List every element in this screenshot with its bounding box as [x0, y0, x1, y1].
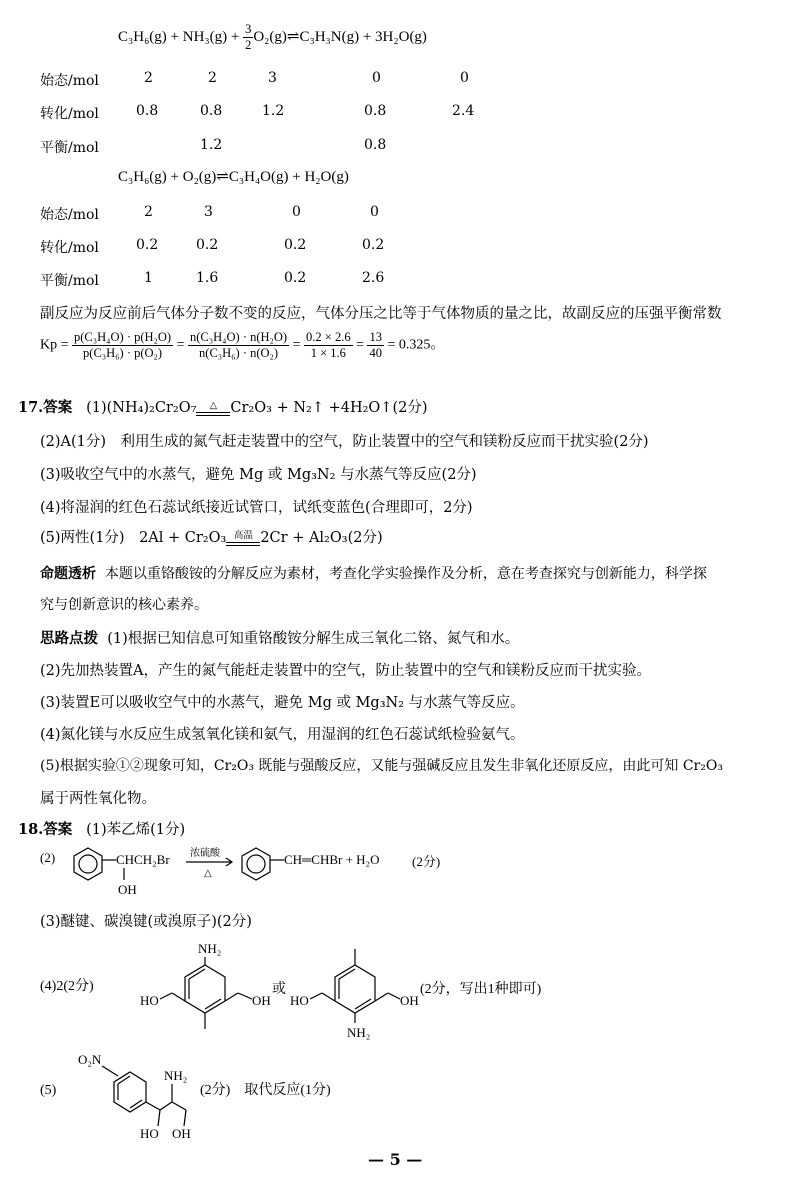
kp-fraction-3: $\frac{0.2 \times 2.6}{1 \times 1.6}$ [306, 330, 351, 360]
kp-fraction-2: $\frac{\text{n(C₃H₄O) · n(H₂O)}}{\text{n(C₃H₆) · n(O₂)}}$ [190, 330, 288, 360]
q17-a1-reactant: (1)(NH₄)₂Cr₂O₇ [86, 400, 197, 416]
q18-a4-a-ho: HO [140, 993, 159, 1008]
q18-a5-amino: NH₂ [164, 1068, 188, 1083]
table1-row-change: 转化/mol 0.8 0.8 1.2 0.8 2.4 [40, 103, 475, 122]
q18-a5-oh: OH [172, 1126, 191, 1141]
aromatic-ring-icon [160, 957, 252, 1029]
q17-number: 17. [18, 399, 44, 416]
q18-a2-substituent: CHCH₂Br [116, 852, 170, 867]
benzene-ring-icon [74, 848, 102, 880]
table1-row-equilibrium: 平衡/mol 1.2 0.8 [40, 137, 387, 156]
benzene-ring-icon [242, 848, 270, 880]
q18-a2-heat: △ [204, 868, 212, 879]
q18-a4-a-amino: NH₂ [198, 941, 222, 956]
q17-a5-arrow: 高温 [226, 531, 260, 546]
kp-lhs: Kp = [40, 337, 69, 353]
q18-a4-b-amino: NH₂ [347, 1025, 371, 1040]
q18-a2-score: (2分) [412, 854, 441, 869]
equation-1-left: C₃H₆(g) + NH₃(g) + [118, 28, 244, 45]
q17-a4: (4)将湿润的红色石蕊试纸接近试管口，试纸变蓝色(合理即可，2分) [40, 500, 473, 516]
kp-formula: Kp = $\frac{\text{p(C₃H₄O) · p(H₂O)}}{\text{p(C₃H₆) · p(O₂)}}$ = $\frac{\text{n(C₃H₄O) · n(H₂O)}}{\text{n(C₃H₆) · n(O₂)}}$ = $\frac{0.2 \times 2.6}{1 \times 1.6}$ = $\frac{13}{40}$ = 0.325。 [40, 330, 445, 360]
q18-answer-line-1 [18, 818, 185, 839]
q17-hint-3: (3)装置E可以吸收空气中的水蒸气，避免 Mg 或 Mg₃N₂ 与水蒸气等反应。 [40, 695, 525, 711]
q18-a2-condition: 浓硫酸 [190, 848, 220, 859]
q18-a5-structure [0, 1050, 800, 1145]
q17-a2: (2)A(1分) 利用生成的氮气赶走装置中的空气，防止装置中的空气和镁粉反应而干扰实验(2分) [40, 434, 649, 450]
table2-row-initial: 始态/mol 2 3 0 0 [40, 204, 379, 223]
q17-hint-1: 思路点拨 (1)根据已知信息可知重铬酸铵分解生成三氧化二铬、氮气和水。 [40, 630, 520, 647]
q18-a4-b-oh: OH [400, 993, 419, 1008]
q17-hint-5b: 属于两性氧化物。 [40, 791, 156, 807]
table1-row-initial: 始态/mol 2 2 3 0 0 [40, 70, 469, 89]
q18-a4-a-oh: OH [252, 993, 271, 1008]
q17-insight-1: 命题透析 本题以重铬酸铵的分解反应为素材，考查化学实验操作及分析，意在考查探究与创新能力，科学探 [40, 566, 707, 582]
q18-a2-hydroxyl: OH [118, 882, 137, 897]
q18-a4-structures [0, 935, 800, 1050]
q18-a2-number: (2) [40, 850, 56, 865]
q18-a5-score: (2分) 取代反应(1分) [200, 1083, 331, 1098]
q18-a5-ho: HO [140, 1126, 159, 1141]
q18-number: 18. [18, 821, 44, 838]
q17-answer-label: 答案 [43, 399, 73, 416]
table2-row-change: 转化/mol 0.2 0.2 0.2 0.2 [40, 237, 385, 256]
q18-answer-label: 答案 [43, 821, 73, 838]
q17-answer-line-1 [18, 396, 428, 417]
q17-hint-4: (4)氮化镁与水反应生成氢氧化镁和氨气，用湿润的红色石蕊试纸检验氨气。 [40, 727, 525, 743]
q18-a5-number: (5) [40, 1083, 57, 1098]
q18-a4-b-ho: HO [290, 993, 309, 1008]
q18-a3: (3)醚键、碳溴键(或溴原子)(2分) [40, 914, 252, 930]
equation-1-fraction: $\frac{3}{2}$ [245, 22, 252, 52]
q18-a2-product: CH═CHBr + H₂O [284, 852, 380, 867]
equation-1-right: O₂(g)⇌C₃H₃N(g) + 3H₂O(g) [253, 28, 427, 45]
q17-hint-5a: (5)根据实验①②现象可知，Cr₂O₃ 既能与强酸反应，又能与强碱反应且发生非氧化还原反应，由此可知 Cr₂O₃ [40, 758, 723, 774]
q17-a5: (5)两性(1分) 2Al + Cr₂O₃ 高温 2Cr + Al₂O₃(2分) [40, 529, 383, 546]
kp-result: = 0.325。 [387, 337, 445, 353]
q17-insight-2: 究与创新意识的核心素养。 [40, 597, 208, 613]
aromatic-ring-icon [310, 949, 400, 1023]
equation-1 [118, 22, 427, 53]
equation-2: C₃H₆(g) + O₂(g)⇌C₃H₄O(g) + H₂O(g) [118, 169, 349, 185]
q18-a5-nitro: O₂N [78, 1052, 102, 1067]
q18-a4-number: (4)2(2分) [40, 979, 94, 994]
q17-a1-products: Cr₂O₃ + N₂↑ +4H₂O↑(2分) [230, 400, 428, 416]
q17-hint-2: (2)先加热装置A，产生的氮气能赶走装置中的空气，防止装置中的空气和镁粉反应而干扰实验。 [40, 663, 652, 679]
kp-fraction-4: $\frac{13}{40}$ [369, 330, 382, 360]
page-number: — 5 — [368, 1150, 423, 1169]
q17-a3: (3)吸收空气中的水蒸气，避免 Mg 或 Mg₃N₂ 与水蒸气等反应(2分) [40, 467, 477, 483]
q18-a1: (1)苯乙烯(1分) [86, 822, 186, 838]
table2-row-equilibrium: 平衡/mol 1 1.6 0.2 2.6 [40, 270, 385, 289]
side-reaction-text: 副反应为反应前后气体分子数不变的反应，气体分压之比等于气体物质的量之比，故副反应的压强平衡常数 [40, 306, 722, 322]
q18-a2-reaction [0, 838, 800, 898]
q17-a1-arrow: △ [196, 401, 230, 416]
q18-a4-or: 或 [272, 982, 286, 997]
kp-fraction-1: $\frac{\text{p(C₃H₄O) · p(H₂O)}}{\text{p(C₃H₆) · p(O₂)}}$ [74, 330, 172, 360]
q18-a4-score: (2分，写出1种即可) [420, 982, 542, 997]
